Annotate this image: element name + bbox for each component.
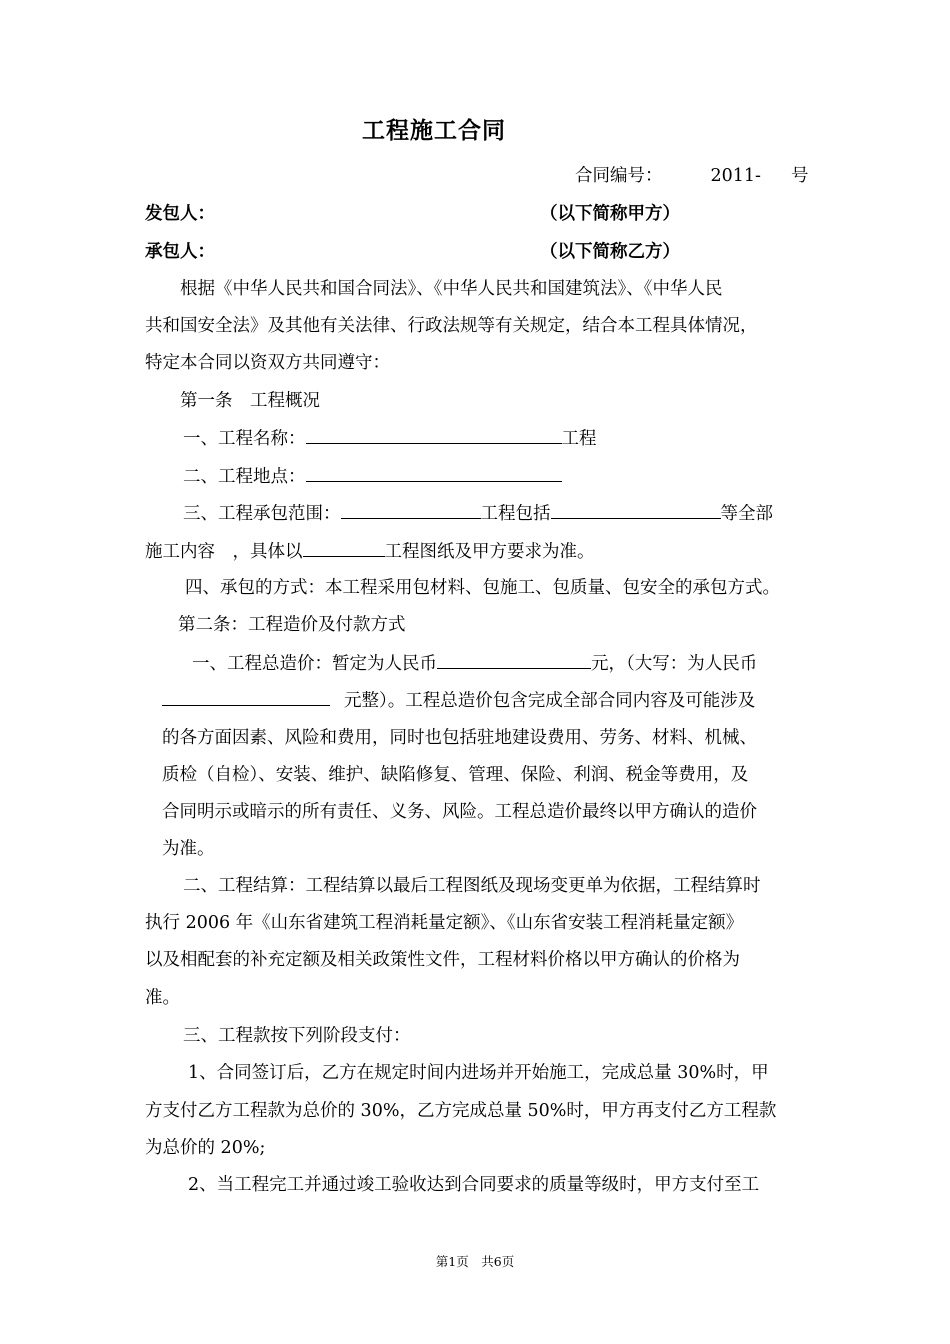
article-1-heading: 第一条 工程概况 [180, 391, 320, 411]
price-words-blank [162, 688, 330, 706]
project-scope-line-2: 施工内容 ，具体以 工程图纸及甲方要求为准。 [145, 539, 595, 564]
settlement-text: 以及相配套的补充定额及相关政策性文件，工程材料价格以甲方确认的价格为 [145, 950, 740, 970]
contract-number-suffix: 号 [790, 166, 809, 186]
total-price-text: 为准。 [162, 839, 215, 859]
page-number: 第1页 共6页 [435, 1254, 515, 1269]
project-name-line: 一、工程名称： 工程 [183, 426, 597, 451]
contract-number-label: 合同编号： [575, 166, 663, 186]
scope-blank [341, 501, 481, 519]
contract-method: 四、承包的方式：本工程采用包材料、包施工、包质量、包安全的承包方式。 [185, 578, 780, 598]
party-a-label: 发包人： [145, 204, 215, 224]
scope-items-blank [551, 501, 721, 519]
project-name-blank [306, 426, 562, 444]
contract-number-value: 2011- [710, 166, 761, 186]
payment-stage-2: 2、当工程完工并通过竣工验收达到合同要求的质量等级时，甲方支付至工 [188, 1175, 760, 1195]
document-title: 工程施工合同 [362, 118, 506, 144]
total-price-line-2: 元整）。工程总造价包含完成全部合同内容及可能涉及 [162, 688, 755, 713]
payment-heading: 三、工程款按下列阶段支付： [183, 1026, 411, 1046]
party-b-label: 承包人： [145, 242, 215, 262]
party-b-alias: （以下简称乙方） [540, 242, 680, 262]
project-location-line: 二、工程地点： [183, 464, 562, 489]
project-location-blank [306, 464, 562, 482]
party-a-alias: （以下简称甲方） [540, 204, 680, 224]
total-price-text: 质检（自检）、安装、维护、缺陷修复、管理、保险、利润、税金等费用，及 [162, 765, 749, 785]
contract-number [575, 164, 808, 188]
payment-stage-1: 1、合同签订后，乙方在规定时间内进场并开始施工，完成总量 30%时，甲 [188, 1063, 769, 1083]
settlement-text: 准。 [145, 988, 180, 1008]
settlement-text: 执行 2006 年《山东省建筑工程消耗量定额》、《山东省安装工程消耗量定额》 [145, 913, 744, 933]
project-scope-line: 三、工程承包范围： 工程包括 等全部 [183, 501, 773, 526]
intro-line: 共和国安全法》及其他有关法律、行政法规等有关规定，结合本工程具体情况， [145, 316, 758, 336]
settlement-text: 二、工程结算：工程结算以最后工程图纸及现场变更单为依据，工程结算时 [183, 876, 761, 896]
payment-stage-1: 方支付乙方工程款为总价的 30%，乙方完成总量 50%时，甲方再支付乙方工程款 [145, 1101, 777, 1121]
total-price-line: 一、工程总造价：暂定为人民币 元，（大写：为人民币 [192, 651, 757, 676]
total-price-text: 合同明示或暗示的所有责任、义务、风险。工程总造价最终以甲方确认的造价 [162, 802, 757, 822]
price-number-blank [437, 651, 591, 669]
article-2-heading: 第二条：工程造价及付款方式 [178, 615, 406, 635]
drawings-blank [303, 539, 385, 557]
payment-stage-1: 为总价的 20%; [145, 1138, 266, 1158]
total-price-text: 的各方面因素、风险和费用，同时也包括驻地建设费用、劳务、材料、机械、 [162, 728, 757, 748]
intro-line: 根据《中华人民共和国合同法》、《中华人民共和国建筑法》、《中华人民 [180, 279, 723, 299]
intro-line: 特定本合同以资双方共同遵守： [145, 353, 390, 373]
